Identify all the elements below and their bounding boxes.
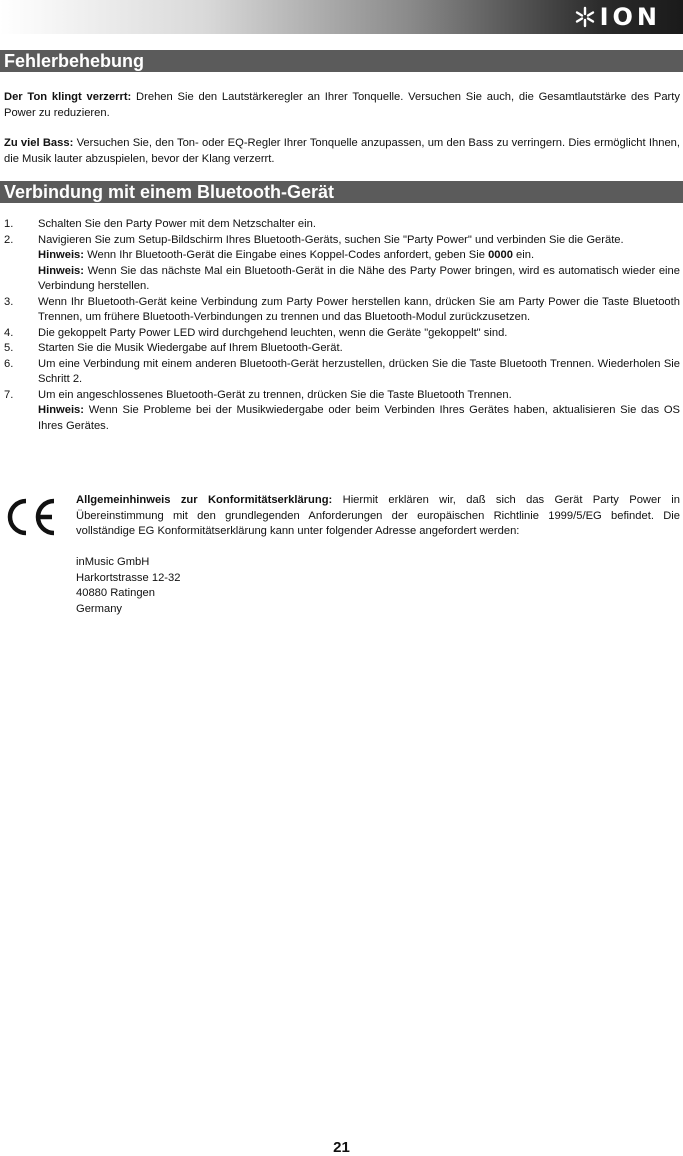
step-number: 6.: [4, 357, 14, 370]
address-street: Harkortstrasse 12-32: [76, 571, 181, 584]
step-text: Um ein angeschlossenes Bluetooth-Gerät zu trennen, drücken Sie die Taste Bluetooth Trennen.: [38, 388, 512, 401]
list-item: [4, 341, 680, 357]
address-block: [76, 555, 180, 617]
step-number: 1.: [4, 218, 14, 230]
step-text: Wenn Ihr Bluetooth-Gerät keine Verbindung zum Party Power herstellen kann, drücken Sie am Party Power die Taste Bluetooth Trennen, um frühere Bluetooth-Verbindungen zu trennen und das Bluetooth-Modul zurückzusetzen.: [38, 295, 680, 323]
address-company: inMusic GmbH: [76, 556, 150, 568]
note-label: Hinweis:: [38, 249, 85, 261]
header-bar: [0, 0, 683, 34]
list-item: [4, 295, 680, 326]
list-item: [4, 217, 680, 233]
conformity-statement: [76, 493, 680, 540]
conformity-label: Allgemeinhinweis zur Konformitätserklärung:: [76, 494, 333, 506]
note-label: Hinweis:: [38, 404, 85, 416]
address-country: Germany: [76, 602, 123, 615]
note-text: ein.: [512, 249, 535, 261]
step-text: Um eine Verbindung mit einem anderen Bluetooth-Gerät herzustellen, drücken Sie die Taste Bluetooth Trennen. Wiederholen Sie Schritt 2.: [38, 357, 680, 385]
list-item: [4, 233, 680, 295]
page-number: 21: [333, 1139, 350, 1156]
section-title-troubleshooting: Fehlerbehebung: [0, 50, 683, 72]
note-label: Hinweis:: [38, 264, 85, 277]
step-note: [38, 403, 680, 434]
paragraph-label: Der Ton klingt verzerrt:: [4, 91, 132, 103]
step-text: Die gekoppelt Party Power LED wird durchgehend leuchten, wenn die Geräte "gekoppelt" sind.: [38, 326, 508, 339]
step-text: Starten Sie die Musik Wiedergabe auf Ihrem Bluetooth-Gerät.: [38, 342, 343, 354]
note-text: Wenn Sie das nächste Mal ein Bluetooth-Gerät in die Nähe des Party Power bringen, wird es automatisch wieder eine Verbindung herstellen.: [38, 264, 680, 292]
step-number: 5.: [4, 342, 14, 354]
paragraph-text: Versuchen Sie, den Ton- oder EQ-Regler Ihrer Tonquelle anzupassen, um den Bass zu verringern. Dies ermöglicht Ihnen, die Musik lauter abzuspielen, bevor der Klang verzerrt.: [4, 137, 681, 165]
note-text: Wenn Sie Probleme bei der Musikwiedergabe oder beim Verbinden Ihres Gerätes haben, aktualisieren Sie das OS Ihres Gerätes.: [38, 404, 680, 432]
paragraph-too-much-bass: [4, 136, 680, 167]
note-text: Wenn Ihr Bluetooth-Gerät die Eingabe eines Koppel-Codes anfordert, geben Sie: [84, 249, 489, 261]
step-number: 7.: [4, 388, 14, 401]
step-number: 2.: [4, 233, 14, 246]
paragraph-label: Zu viel Bass:: [4, 137, 74, 149]
ion-logo: [574, 4, 661, 30]
bluetooth-steps-list: [4, 217, 680, 434]
address-city: 40880 Ratingen: [76, 587, 156, 599]
ce-mark-icon: [2, 497, 58, 537]
step-body: [38, 388, 680, 435]
list-item: [4, 357, 680, 388]
step-note: [38, 248, 680, 264]
section-title-bluetooth: Verbindung mit einem Bluetooth-Gerät: [0, 181, 683, 203]
step-body: [38, 233, 680, 295]
conformity-text: Hiermit erklären wir, daß sich das Gerät Party Power in Übereinstimmung mit den grundlegenden Anforderungen der europäischen Richtlinie 1999/5/EG befindet. Die vollständige EG Konformitätserklärung kann unter folgender Adresse angefordert werden:: [76, 494, 680, 537]
step-text: Navigieren Sie zum Setup-Bildschirm Ihres Bluetooth-Geräts, suchen Sie "Party Power" und verbinden Sie die Geräte.: [38, 233, 624, 246]
step-number: 4.: [4, 326, 14, 339]
paragraph-distorted-sound: [4, 90, 680, 121]
list-item: [4, 326, 680, 342]
ion-star-icon: [574, 6, 596, 28]
step-text: Schalten Sie den Party Power mit dem Netzschalter ein.: [38, 218, 316, 230]
brand-name: ION: [599, 3, 661, 31]
list-item: [4, 388, 680, 435]
step-number: 3.: [4, 295, 14, 308]
paragraph-text: Drehen Sie den Lautstärkeregler an Ihrer Tonquelle. Versuchen Sie auch, die Gesamtlautstärke des Party Power zu reduzieren.: [4, 91, 680, 119]
pairing-code: 0000: [488, 249, 513, 261]
step-note: [38, 264, 680, 295]
